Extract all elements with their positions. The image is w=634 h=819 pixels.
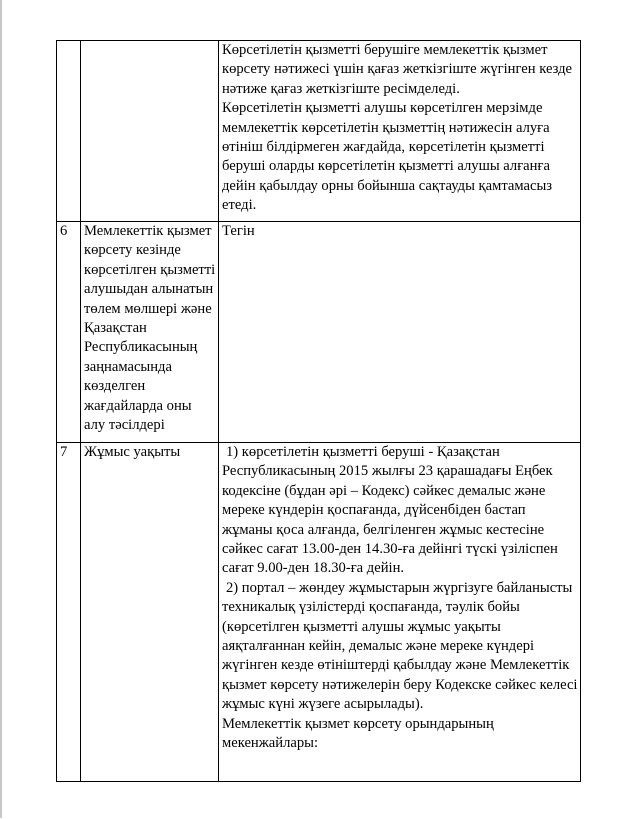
row-content [219, 443, 581, 782]
paragraph: Көрсетілетін қызметті берушіге мемлекеттік қызмет көрсету нәтижесі үшін қағаз жеткізгіште жүгінген кезде нәтиже қағаз жеткізгіште ресімделеді. [222, 42, 573, 97]
service-standard-table [56, 40, 581, 782]
row-number: 6 [57, 222, 81, 443]
page-left-edge [0, 0, 2, 818]
paragraph: 1) көрсетілетін қызметті беруші - Қазақстан Республикасының 2015 жылғы 23 қарашадағы Еңбек кодексіне (бұдан әрі – Кодекс) сәйкес демалыс және мереке күндерін қоспағанда, дүйсенбіден бастап жұманы қоса алғанда, белгіленген жұмыс кестесіне сәйкес сағат 13.00-ден 14.30-ға дейінгі түскі үзіліспен сағат 9.00-ден 18.30-ға дейін. [222, 444, 558, 577]
row-label: Жұмыс уақыты [81, 443, 219, 782]
table-row [57, 222, 581, 443]
table-row [57, 443, 581, 782]
row-number [57, 41, 81, 222]
row-content [219, 41, 581, 222]
row-content [219, 222, 581, 443]
table-row [57, 41, 581, 222]
paragraph: Мемлекеттік қызмет көрсету орындарының мекенжайлары: [222, 715, 494, 752]
paragraph: Көрсетілетін қызметті алушы көрсетілген мерзімде мемлекеттік көрсетілетін қызметтің нәтижесін алуға өтініш білдірмеген жағдайда, көрсетілетін қызметті беруші оларды көрсетілетін қызметті алушы алғанға дейін қабылдау орны бойынша сақтауды қамтамасыз етеді. [222, 100, 553, 214]
paragraph: 2) портал – жөндеу жұмыстарын жүргізуге байланысты техникалық үзілістерді қоспағанда, тәулік бойы (көрсетілген қызметті алушы жұмыс уақыты аяқталғаннан кейін, демалыс және мереке күндері жүгінген кезде өтініштерді қабылдау және Мемлекеттік қызмет көрсету нәтижелерін беру Кодекске сәйкес келесі жұмыс күні жүзеге асырылады). [222, 579, 578, 713]
row-number: 7 [57, 443, 81, 782]
row-label: Мемлекеттік қызмет көрсету кезінде көрсетілген қызметті алушыдан алынатын төлем мөлшері және Қазақстан Республикасының заңнамасында көзделген жағдайларда оны алу тәсілдері [81, 222, 219, 443]
paragraph: Тегін [222, 223, 255, 239]
row-label [81, 41, 219, 222]
